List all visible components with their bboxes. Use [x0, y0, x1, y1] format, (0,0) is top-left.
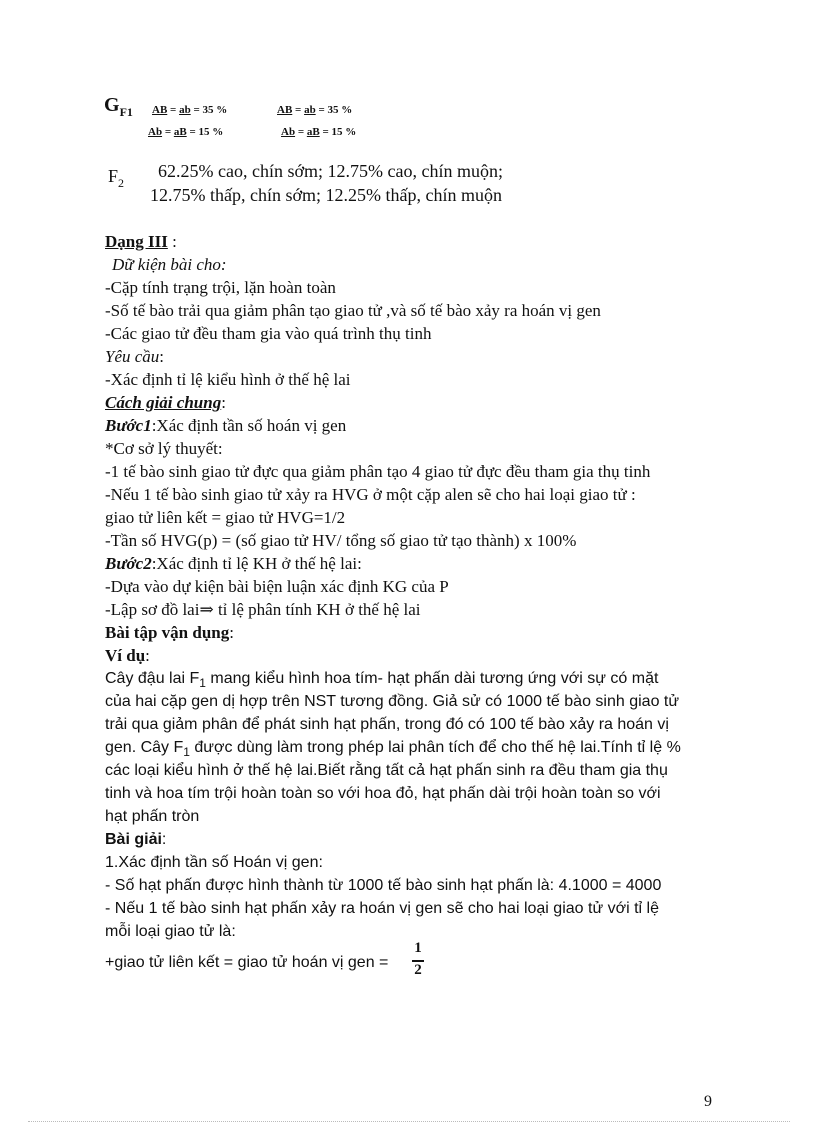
example-line: hạt phấn tròn — [105, 808, 200, 825]
section-title: Dạng III : — [105, 232, 177, 251]
step2-item: -Dựa vào dự kiện bài biện luận xác định KG của P — [105, 577, 449, 596]
example-line: tinh và hoa tím trội hoàn toàn so với hoa đỏ, hạt phấn dài trội hoàn toàn so với — [105, 785, 661, 802]
data-heading: Dữ kiện bài cho: — [112, 255, 227, 274]
method-heading: Cách giải chung: — [105, 393, 226, 412]
fraction-denominator: 2 — [414, 962, 422, 978]
requirement-heading: Yêu cầu: — [105, 347, 165, 366]
page-number: 9 — [704, 1093, 712, 1110]
example-line: của hai cặp gen dị hợp trên NST tương đồng. Giả sử có 1000 tế bào sinh giao tử — [105, 693, 680, 710]
gf1-label: $G_{F1}$ — [104, 94, 133, 119]
solution-line: - Số hạt phấn được hình thành từ 1000 tế bào sinh hạt phấn là: 4.1000 = 4000 — [105, 877, 662, 894]
example-line: các loại kiểu hình ở thế hệ lai.Biết rằng tất cả hạt phấn sinh ra đều tham gia thụ — [105, 762, 668, 779]
example-line: gen. Cây $F_1$ được dùng làm trong phép lai phân tích để cho thế hệ lai.Tính tỉ lệ % — [105, 739, 681, 760]
basis-item: -1 tế bào sinh giao tử đực qua giảm phân tạo 4 giao tử đực đều tham gia thụ tinh — [105, 462, 651, 481]
gf1-row1-left: AB = ab = 35 % — [152, 104, 228, 116]
implies-arrow: ⇒ — [199, 600, 214, 619]
example-line: Cây đậu lai $F_1$ mang kiểu hình hoa tím- hạt phấn dài tương ứng với sự có mặt — [105, 670, 659, 691]
solution-line: +giao tử liên kết = giao tử hoán vị gen = — [105, 954, 389, 971]
basis-item: giao tử liên kết = giao tử HVG=1/2 — [105, 508, 346, 527]
example-heading: Ví dụ: — [105, 646, 150, 665]
basis-item: -Tần số HVG(p) = (số giao tử HV/ tổng số giao tử tạo thành) x 100% — [105, 531, 577, 550]
f2-line1: 62.25% cao, chín sớm; 12.75% cao, chín muộn; — [158, 161, 503, 181]
solution-heading: Bài giải: — [105, 831, 167, 848]
footer-divider — [28, 1121, 790, 1122]
data-item: -Các giao tử đều tham gia vào quá trình thụ tinh — [105, 324, 432, 343]
requirement-item: -Xác định tỉ lệ kiểu hình ở thế hệ lai — [105, 370, 351, 389]
f2-label: $F_2$ — [108, 166, 125, 190]
basis-item: -Nếu 1 tế bào sinh giao tử xảy ra HVG ở một cặp alen sẽ cho hai loại giao tử : — [105, 485, 636, 504]
step2: Bước2:Xác định tỉ lệ KH ở thế hệ lai: — [105, 554, 362, 573]
solution-line: 1.Xác định tần số Hoán vị gen: — [105, 854, 323, 871]
solution-line: - Nếu 1 tế bào sinh hạt phấn xảy ra hoán vị gen sẽ cho hai loại giao tử với tỉ lệ — [105, 900, 659, 917]
gf1-row1-right: AB = ab = 35 % — [277, 104, 353, 116]
solution-line: mỗi loại giao tử là: — [105, 923, 236, 940]
gf1-row2-left: Ab = aB = 15 % — [148, 126, 224, 138]
exercise-heading: Bài tập vận dụng: — [105, 623, 234, 642]
data-item: -Số tế bào trải qua giảm phân tạo giao tử ,và số tế bào xảy ra hoán vị gen — [105, 301, 601, 320]
basis-heading: *Cơ sở lý thuyết: — [105, 439, 223, 458]
data-item: -Cặp tính trạng trội, lặn hoàn toàn — [105, 278, 336, 297]
f2-line2: 12.75% thấp, chín sớm; 12.25% thấp, chín muộn — [150, 185, 502, 205]
fraction-numerator: 1 — [414, 940, 422, 956]
example-line: trải qua giảm phân để phát sinh hạt phấn, trong đó có 100 tế bào xảy ra hoán vị — [105, 716, 669, 733]
diagram-line: -Lập sơ đồ lai⇒ tỉ lệ phân tính KH ở thế hệ lai — [105, 600, 421, 619]
step1: Bước1:Xác định tần số hoán vị gen — [105, 416, 347, 435]
gf1-row2-right: Ab = aB = 15 % — [281, 126, 357, 138]
